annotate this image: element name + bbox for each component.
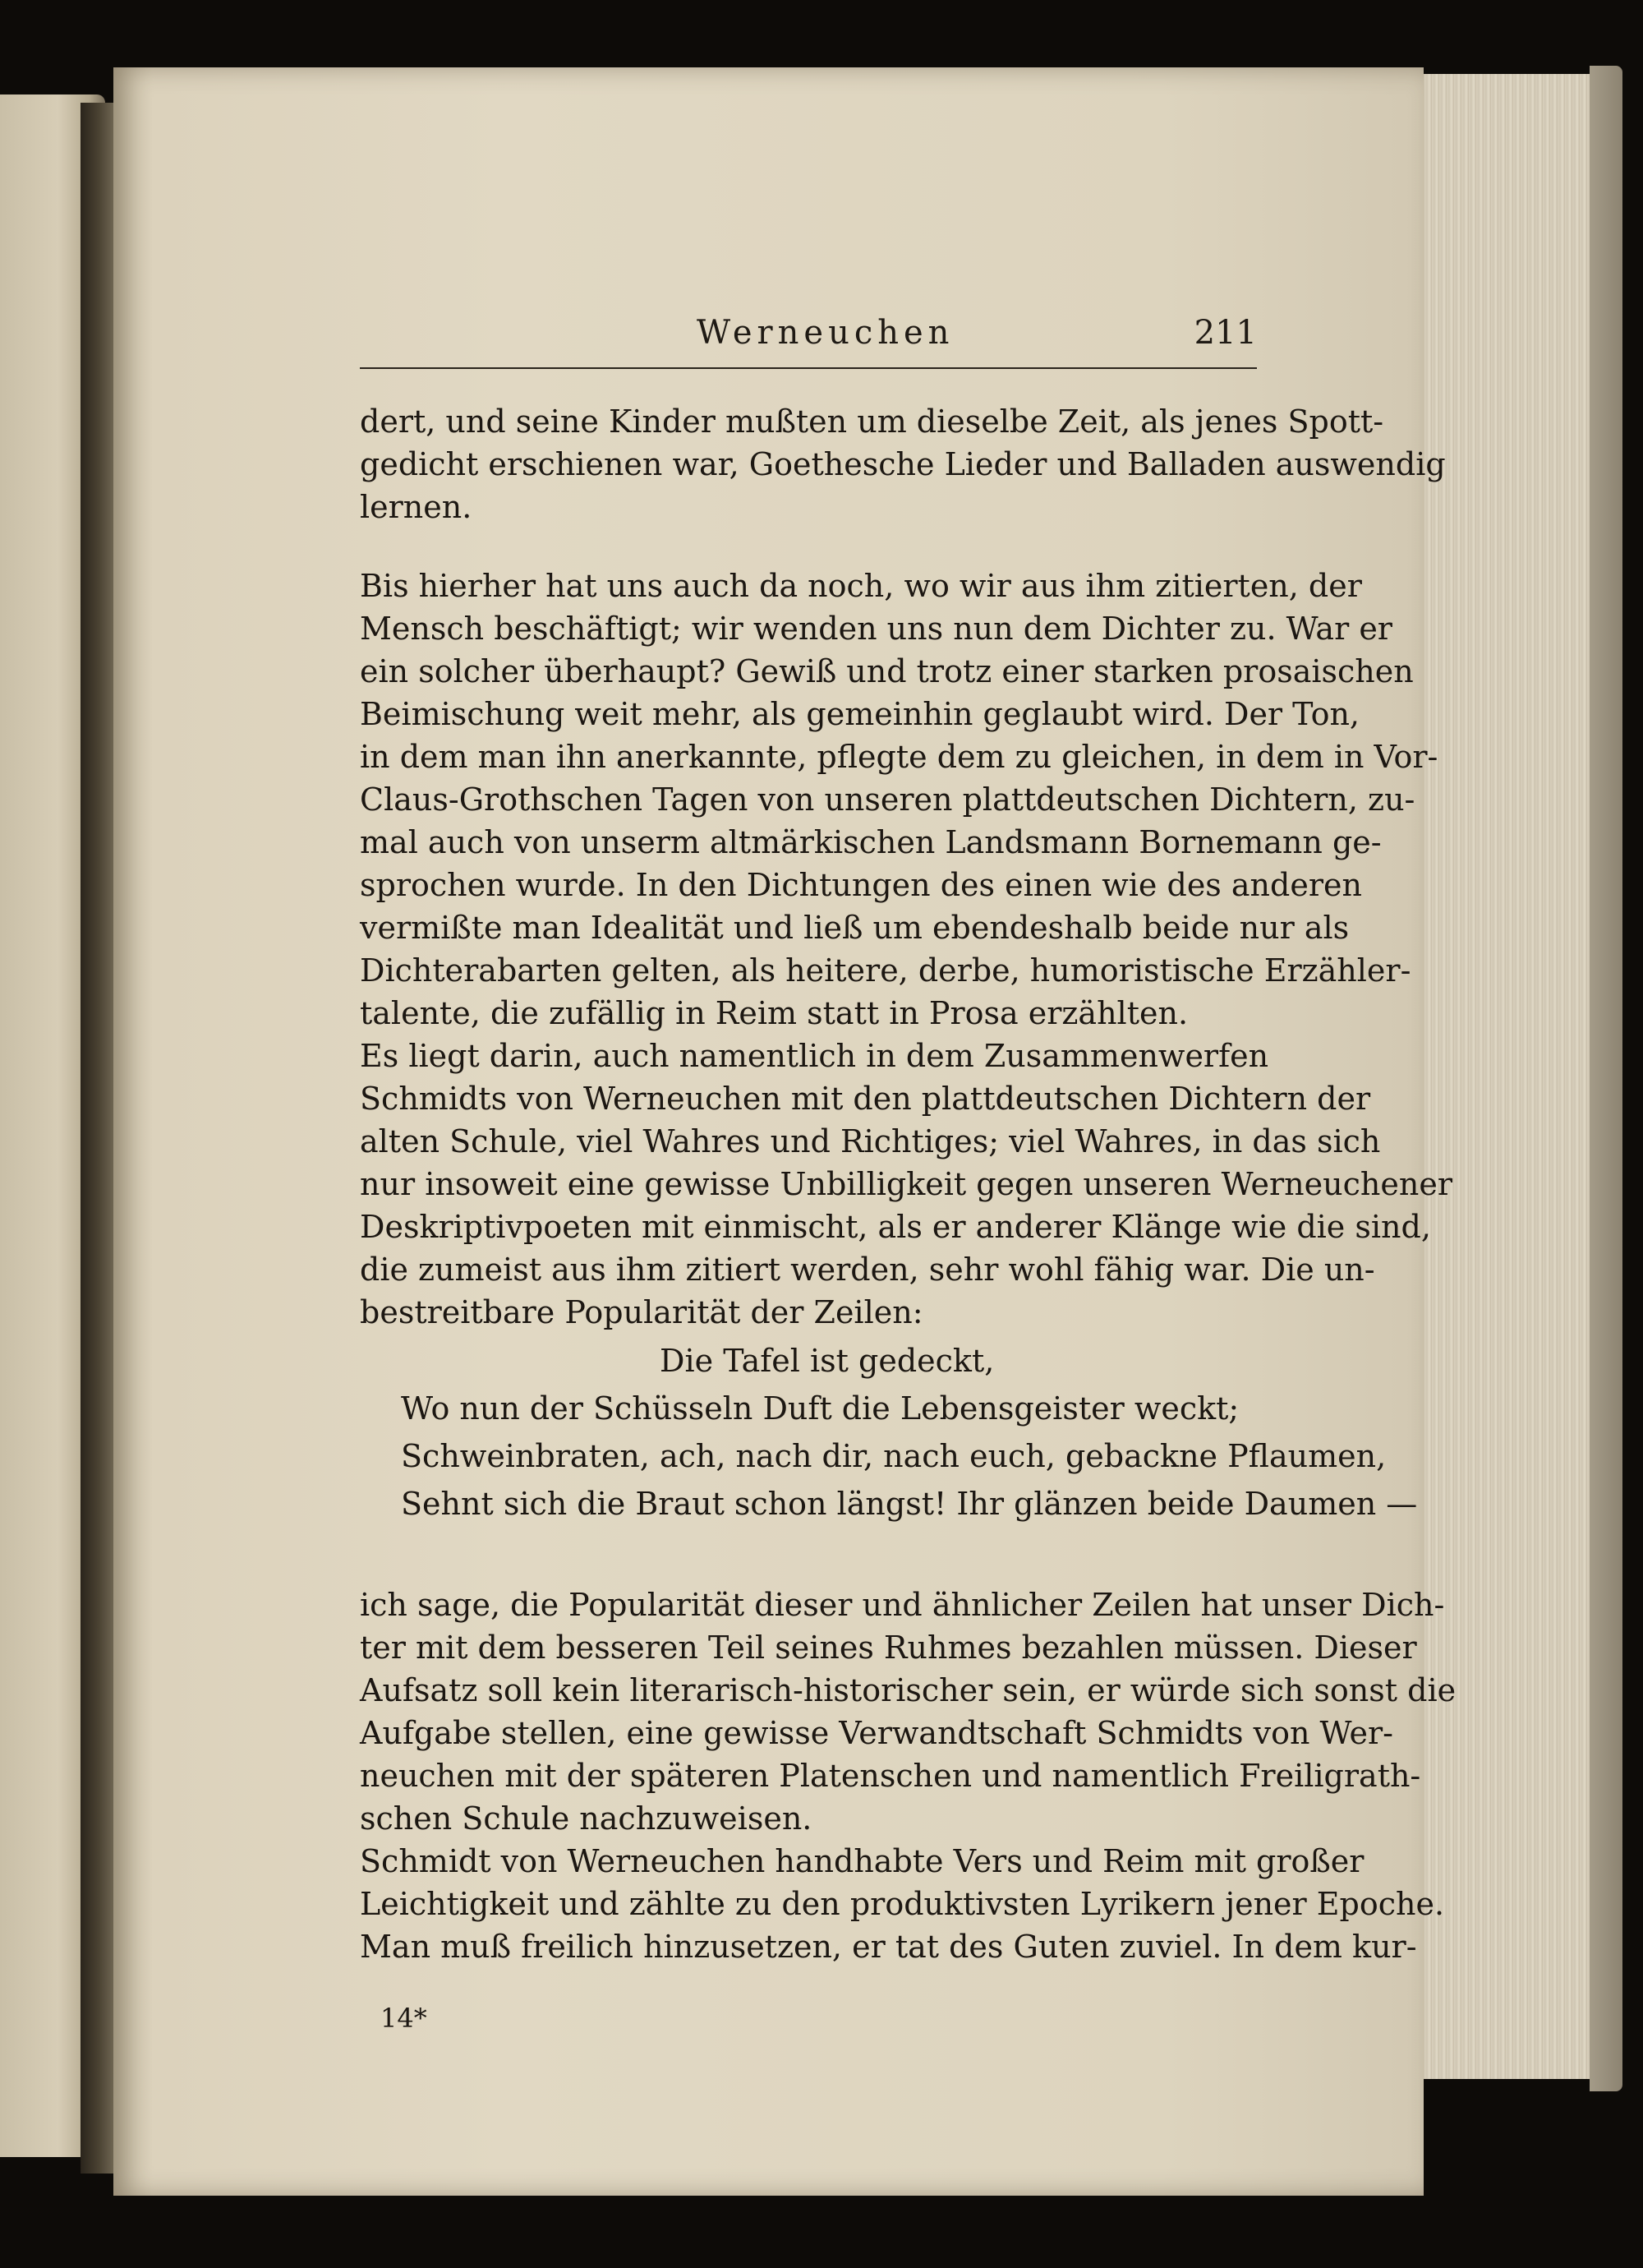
text-line: mal auch von unserm altmärkischen Landsmann Bornemann ge- [360,824,1382,860]
text-line: lernen. [360,489,472,525]
text-line: Es liegt darin, auch namentlich in dem Zusammenwerfen [360,1038,1269,1074]
text-line: Bis hierher hat uns auch da noch, wo wir aus ihm zitierten, der [360,568,1362,604]
text-line: Aufgabe stellen, eine gewisse Verwandtschaft Schmidts von Wer- [360,1715,1393,1751]
page-number: 211 [1194,314,1257,352]
paragraph-dichter [360,565,1452,1334]
text-line: ein solcher überhaupt? Gewiß und trotz einer starken prosaischen [360,653,1414,689]
verse-line: Sehnt sich die Braut schon längst! Ihr glänzen beide Daumen — [401,1486,1418,1522]
book-page [113,67,1457,2196]
text-line: Leichtigkeit und zählte zu den produktivsten Lyrikern jener Epoche. [360,1886,1445,1922]
page-header [360,314,1257,363]
text-line: Deskriptivpoeten mit einmischt, als er anderer Klänge wie die sind, [360,1209,1431,1245]
text-line: nur insoweit eine gewisse Unbilligkeit gegen unseren Werneuchener [360,1166,1452,1202]
text-line: die zumeist aus ihm zitiert werden, sehr wohl fähig war. Die un- [360,1252,1375,1288]
paragraph-continuation [360,400,1446,528]
text-line: Beimischung weit mehr, als gemeinhin geglaubt wird. Der Ton, [360,696,1360,732]
signature-mark: 14* [380,2003,427,2034]
text-line: ich sage, die Popularität dieser und ähnlicher Zeilen hat unser Dich- [360,1587,1445,1623]
verse-line: Schweinbraten, ach, nach dir, nach euch, gebackne Pflaumen, [401,1438,1387,1474]
book-cover-edge [1590,66,1622,2091]
verse-line: Wo nun der Schüsseln Duft die Lebensgeister weckt; [401,1390,1240,1427]
verse-line: Die Tafel ist gedeckt, [660,1343,995,1379]
text-line: in dem man ihn anerkannte, pflegte dem zu gleichen, in dem in Vor- [360,739,1438,775]
text-line: alten Schule, viel Wahres und Richtiges; viel Wahres, in das sich [360,1123,1381,1159]
text-line: Schmidts von Werneuchen mit den plattdeutschen Dichtern der [360,1081,1371,1117]
text-line: dert, und seine Kinder mußten um dieselbe Zeit, als jenes Spott- [360,403,1384,440]
text-line: neuchen mit der späteren Platenschen und namentlich Freiligrath- [360,1758,1421,1794]
text-line: Schmidt von Werneuchen handhabte Vers und Reim mit großer [360,1843,1365,1879]
text-line: Claus-Grothschen Tagen von unseren plattdeutschen Dichtern, zu- [360,781,1415,818]
text-line: bestreitbare Popularität der Zeilen: [360,1294,923,1330]
running-title: Werneuchen [697,314,955,352]
text-line: ter mit dem besseren Teil seines Ruhmes bezahlen müssen. Dieser [360,1630,1417,1666]
text-line: gedicht erschienen war, Goethesche Lieder und Balladen auswendig [360,446,1446,482]
text-line: Dichterabarten gelten, als heitere, derbe, humoristische Erzähler- [360,952,1411,989]
text-line: Aufsatz soll kein literarisch-historischer sein, er würde sich sonst die [360,1672,1457,1708]
verse-quotation [401,1337,1418,1528]
text-line: Man muß freilich hinzusetzen, er tat des Guten zuviel. In dem kur- [360,1929,1417,1965]
text-line: schen Schule nachzuweisen. [360,1800,812,1837]
text-line: sprochen wurde. In den Dichtungen des einen wie des anderen [360,867,1362,903]
text-line: talente, die zufällig in Reim statt in Prosa erzählten. [360,995,1189,1031]
text-line: Mensch beschäftigt; wir wenden uns nun dem Dichter zu. War er [360,611,1392,647]
header-rule [360,367,1257,369]
text-line: vermißte man Idealität und ließ um ebendeshalb beide nur als [360,910,1350,946]
paragraph-popularitaet [360,1583,1457,1968]
